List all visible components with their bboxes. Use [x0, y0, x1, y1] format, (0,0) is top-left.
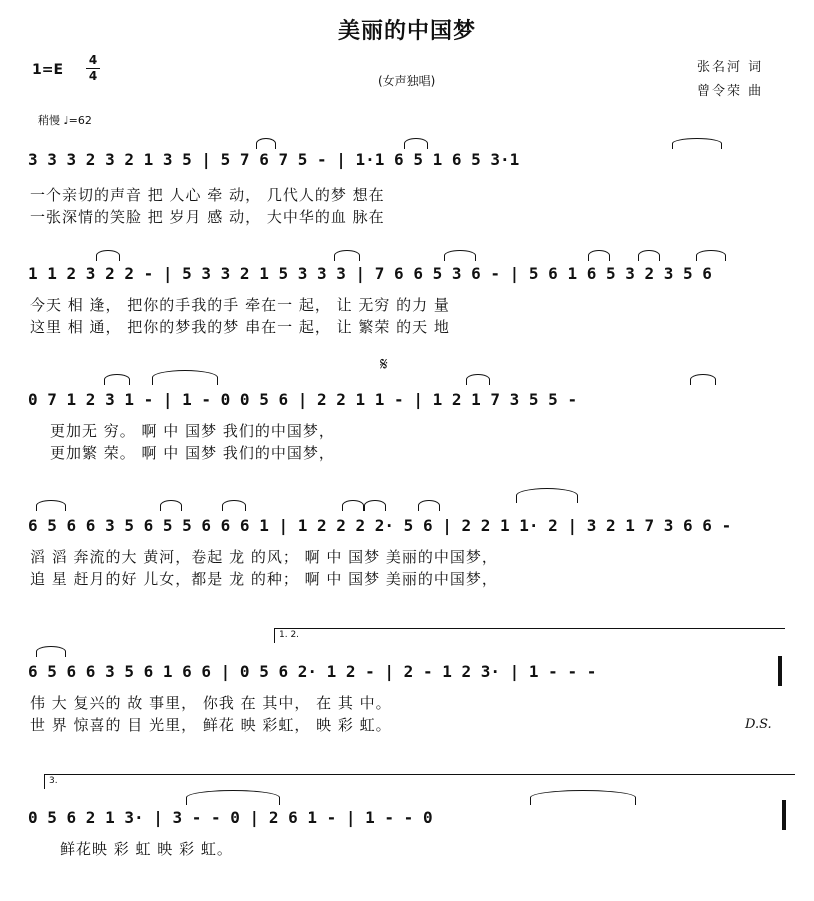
tie — [530, 790, 636, 805]
slur — [36, 500, 66, 511]
composer-credit: 曾令荣 曲 — [697, 84, 764, 99]
system-3-lyrics-verse-1: 更加无 穷。 啊 中 国梦 我们的中国梦， — [50, 422, 335, 440]
tie — [152, 370, 218, 385]
system-5-lyrics-verse-2: 世 界 惊喜的 目 光里， 鲜花 映 彩虹， 映 彩 虹。 — [30, 716, 392, 734]
system-6-lyrics: 鲜花映 彩 虹 映 彩 虹。 — [60, 840, 233, 858]
system-4-lyrics-verse-2: 追 星 赶月的好 儿女，都是 龙 的种； 啊 中 国梦 美丽的中国梦， — [30, 570, 498, 588]
subtitle: (女声独唱) — [378, 74, 436, 88]
slur — [256, 138, 276, 149]
volta-bracket-1-2 — [274, 628, 785, 643]
time-sig-top: 4 — [88, 53, 98, 67]
key-signature: 1=E — [32, 62, 64, 78]
slur — [696, 250, 726, 261]
volta-1-2-label: 1. 2. — [279, 630, 300, 640]
tempo-marking: 稍慢 ♩=62 — [38, 114, 92, 127]
slur — [638, 250, 660, 261]
slur — [96, 250, 120, 261]
volta-3-label: 3. — [49, 776, 58, 786]
system-2-lyrics-verse-1: 今天 相 逢， 把你的手我的手 牵在一 起， 让 无穷 的力 量 — [30, 296, 450, 314]
repeat-barline — [778, 656, 782, 686]
system-1-notes: 3 3 3 2 3 2 1 3 5 | 5 7 6 7 5 - | 1·1 6 5 1 6 5 3·1 — [28, 150, 520, 169]
segno-sign: 𝄋 — [380, 354, 388, 375]
final-barline — [782, 800, 786, 830]
system-6-notes: 0 5 6 2 1 3· | 3 - - 0 | 2 6 1 - | 1 - - 0 — [28, 808, 433, 827]
volta-bracket-3 — [44, 774, 795, 789]
lyricist-credit: 张名河 词 — [697, 60, 764, 75]
slur — [36, 646, 66, 657]
system-4-notes: 6 5 6 6 3 5 6 5 5 6 6 6 1 | 1 2 2 2 2· 5 6 | 2 2 1 1· 2 | 3 2 1 7 3 6 6 - — [28, 516, 732, 535]
system-1-lyrics-verse-1: 一个亲切的声音 把 人心 牵 动， 几代人的梦 想在 — [30, 186, 385, 204]
system-4-lyrics-verse-1: 滔 滔 奔流的大 黄河，卷起 龙 的风； 啊 中 国梦 美丽的中国梦， — [30, 548, 498, 566]
system-5-lyrics-verse-1: 伟 大 复兴的 故 事里， 你我 在 其中， 在 其 中。 — [30, 694, 392, 712]
slur — [444, 250, 476, 261]
system-2-notes: 1 1 2 3 2 2 - | 5 3 3 2 1 5 3 3 3 | 7 6 6 5 3 6 - | 5 6 1 6 5 3 2 3 5 6 — [28, 264, 712, 283]
system-2-lyrics-verse-2: 这里 相 通， 把你的梦我的梦 串在一 起， 让 繁荣 的天 地 — [30, 318, 450, 336]
slur — [364, 500, 386, 511]
slur — [418, 500, 440, 511]
slur — [222, 500, 246, 511]
song-title: 美丽的中国梦 — [337, 19, 476, 44]
tie — [516, 488, 578, 503]
slur — [672, 138, 722, 149]
tie — [186, 790, 280, 805]
slur — [334, 250, 360, 261]
da-segno: D.S. — [745, 717, 772, 732]
time-signature — [86, 54, 100, 83]
slur — [404, 138, 428, 149]
system-5-notes: 6 5 6 6 3 5 6 1 6 6 | 0 5 6 2· 1 2 - | 2 - 1 2 3· | 1 - - - — [28, 662, 597, 681]
slur — [690, 374, 716, 385]
system-3-lyrics-verse-2: 更加繁 荣。 啊 中 国梦 我们的中国梦， — [50, 444, 335, 462]
slur — [588, 250, 610, 261]
slur — [160, 500, 182, 511]
slur — [104, 374, 130, 385]
slur — [466, 374, 490, 385]
system-3-notes: 0 7 1 2 3 1 - | 1 - 0 0 5 6 | 2 2 1 1 - | 1 2 1 7 3 5 5 - — [28, 390, 578, 409]
time-sig-bottom: 4 — [88, 69, 98, 83]
system-1-lyrics-verse-2: 一张深情的笑脸 把 岁月 感 动， 大中华的血 脉在 — [30, 208, 385, 226]
slur — [342, 500, 364, 511]
